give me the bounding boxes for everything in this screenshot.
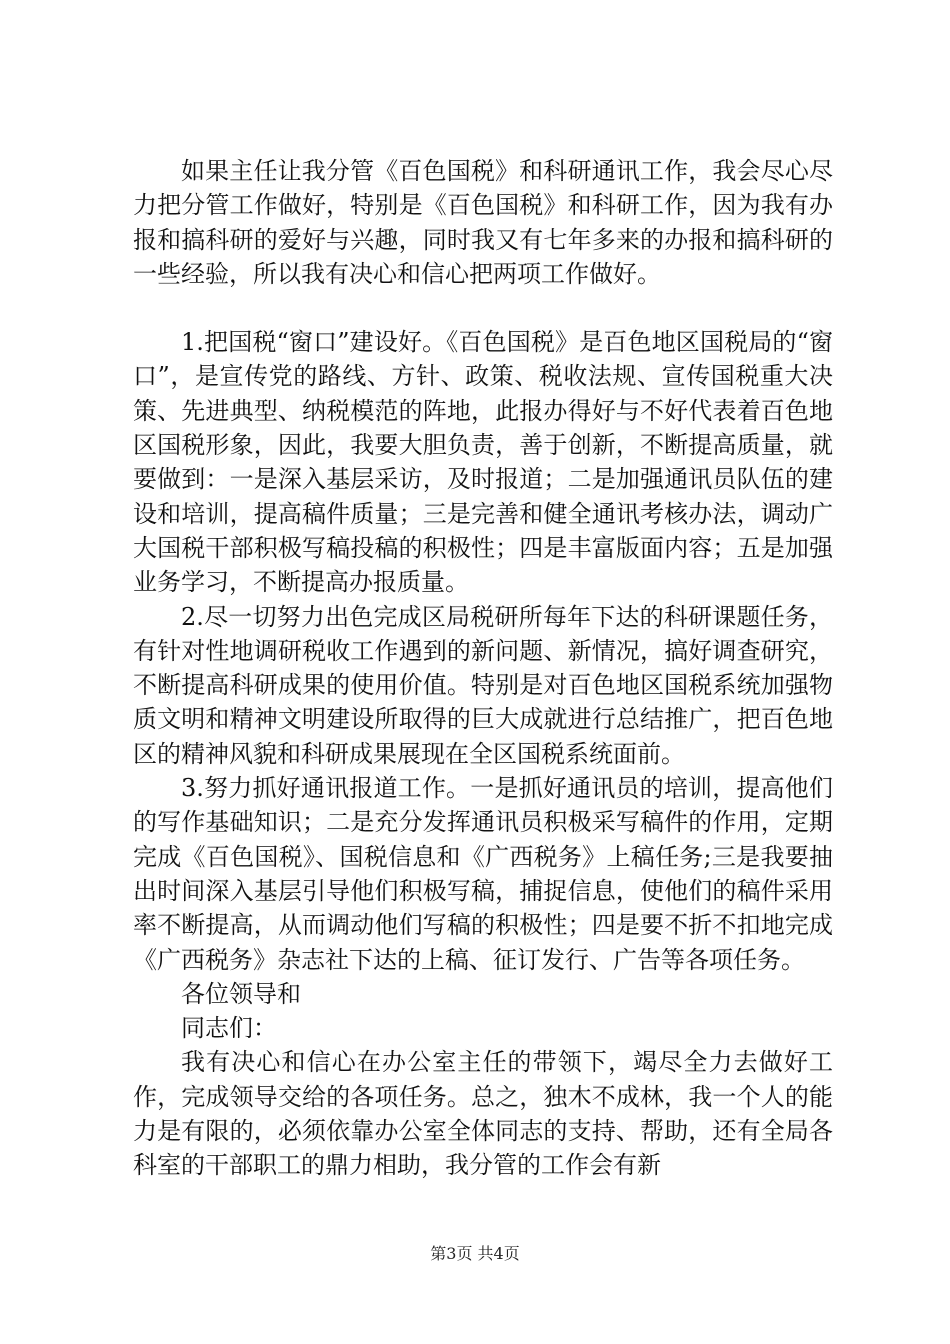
page-footer: 第3页 共4页 bbox=[430, 1244, 520, 1263]
paragraph-item-1: 1.把国税“窗口”建设好。《百色国税》是百色地区国税局的“窗口”，是宣传党的路线、方针、政策、税收法规、宣传国税重大决策、先进典型、纳税模范的阵地，此报办得好与不好代表着百色地区国税形象，因此，我要大胆负责，善于创新，不断提高质量，就要做到：一是深入基层采访，及时报道；二是加强通讯员队伍的建设和培训，提高稿件质量；三是完善和健全通讯考核办法，调动广大国税干部积极写稿投稿的积极性；四是丰富版面内容；五是加强业务学习，不断提高办报质量。 bbox=[133, 328, 833, 597]
document-body bbox=[133, 154, 833, 1183]
paragraph-closing: 我有决心和信心在办公室主任的带领下，竭尽全力去做好工作，完成领导交给的各项任务。总之，独木不成林，我一个人的能力是有限的，必须依靠办公室全体同志的支持、帮助，还有全局各科室的干部职工的鼎力相助，我分管的工作会有新 bbox=[133, 1048, 833, 1180]
paragraph-item-2: 2.尽一切努力出色完成区局税研所每年下达的科研课题任务，有针对性地调研税收工作遇到的新问题、新情况，搞好调查研究，不断提高科研成果的使用价值。特别是对百色地区国税系统加强物质文明和精神文明建设所取得的巨大成就进行总结推广，把百色地区的精神风貌和科研成果展现在全区国税系统面前。 bbox=[133, 602, 833, 768]
paragraph-intro: 如果主任让我分管《百色国税》和科研通讯工作，我会尽心尽力把分管工作做好，特别是《百色国税》和科研工作，因为我有办报和搞科研的爱好与兴趣，同时我又有七年多来的办报和搞科研的一些经验，所以我有决心和信心把两项工作做好。 bbox=[133, 157, 833, 288]
paragraph-item-3: 3.努力抓好通讯报道工作。一是抓好通讯员的培训，提高他们的写作基础知识；二是充分发挥通讯员积极采写稿件的作用，定期完成《百色国税》、国税信息和《广西税务》上稿任务;三是我要抽出时间深入基层引导他们积极写稿，捕捉信息，使他们的稿件采用率不断提高，从而调动他们写稿的积极性；四是要不折不扣地完成《广西税务》杂志社下达的上稿、征订发行、广告等各项任务。 bbox=[133, 774, 833, 974]
salutation-line-2: 同志们： bbox=[181, 1014, 277, 1043]
salutation-line-1: 各位领导和 bbox=[181, 979, 301, 1008]
